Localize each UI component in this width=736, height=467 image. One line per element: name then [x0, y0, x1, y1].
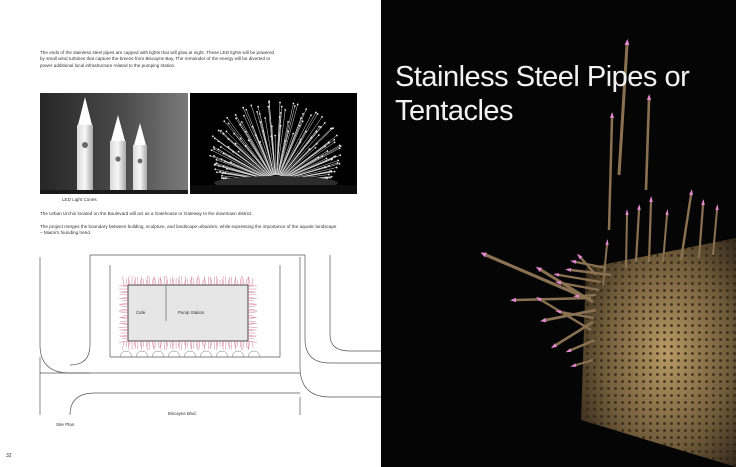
urchin-light — [259, 113, 260, 114]
title-line-2: Tentacles — [395, 95, 514, 127]
urchin-light — [280, 112, 281, 113]
pipe-led-tip — [540, 318, 546, 322]
urchin-light — [332, 128, 333, 129]
pipe-led-tip — [605, 239, 608, 245]
urchin-light — [309, 148, 310, 149]
plan-hatch-mark — [143, 279, 144, 285]
urchin-light — [336, 167, 337, 168]
street-label: Biscayne Blvd. — [168, 411, 197, 416]
pipe-led-tip — [701, 199, 705, 205]
plan-hatch-mark — [187, 341, 188, 347]
urchin-light — [336, 135, 337, 136]
pipe-led-tip — [570, 363, 576, 366]
urchin-light — [320, 126, 321, 127]
urchin-light — [219, 171, 220, 172]
plan-hatch-mark — [122, 324, 128, 325]
urchin-light — [334, 139, 335, 140]
plan-hatch-mark — [243, 276, 244, 285]
urchin-light — [318, 134, 319, 135]
pipe-led-tip — [625, 209, 628, 215]
urchin-light — [245, 145, 246, 146]
page-number: 32 — [6, 453, 12, 459]
urchin-light — [334, 142, 335, 143]
pipe-led-tip — [689, 189, 693, 195]
plan-hatch-mark — [237, 341, 238, 346]
plan-hatch-mark — [193, 277, 194, 285]
plan-hatch-mark — [158, 341, 159, 348]
urchin-light — [300, 142, 301, 143]
urchin-light — [294, 105, 295, 106]
urchin-light — [241, 121, 242, 122]
plan-hatch-mark — [214, 277, 215, 285]
pipe-led-tip — [637, 204, 641, 210]
urchin-light — [285, 109, 286, 110]
boundary-paragraph: The project merges the boundary between building, sculpture, and landscape urbanism, while expressing the importance of the aquatic landscape – Miami's founding trend. — [40, 224, 337, 236]
plan-hatch-mark — [191, 277, 192, 285]
urchin-light — [256, 111, 257, 112]
site-plan-caption: Site Plan — [56, 422, 75, 427]
plan-hatch-mark — [155, 277, 156, 285]
urchin-light — [235, 114, 236, 115]
urchin-light — [334, 156, 335, 157]
title-line-1: Stainless Steel Pipes or — [395, 61, 690, 93]
plan-hatch-mark — [141, 341, 142, 350]
urchin-light — [221, 175, 222, 176]
plan-hatch-mark — [152, 341, 153, 348]
right-page — [381, 0, 736, 467]
urchin-light — [225, 172, 226, 173]
urchin-light — [317, 113, 318, 114]
urchin-light — [235, 118, 236, 119]
plan-hatch-mark — [146, 341, 147, 350]
urchin-light — [293, 103, 294, 104]
plan-hatch-mark — [248, 309, 256, 310]
plan-hatch-mark — [149, 276, 150, 285]
urchin-light — [339, 163, 340, 164]
urchin-light — [214, 164, 215, 165]
plan-hatch-mark — [164, 276, 165, 285]
plan-hatch-mark — [143, 341, 144, 347]
gateway-paragraph: The Urban Urchin located on the Boulevard will act as a Gatehouse or Gateway to the downtown district. — [40, 211, 253, 216]
plan-hatch-mark — [173, 341, 174, 349]
plan-hatch-mark — [129, 280, 130, 285]
urchin-light — [321, 116, 322, 117]
plan-hatch-mark — [191, 341, 192, 349]
urchin-light — [328, 174, 329, 175]
urchin-light — [274, 135, 275, 136]
urchin-light — [230, 162, 231, 163]
urchin-light — [329, 177, 330, 178]
urchin-light — [271, 136, 272, 137]
plan-hatch-mark — [248, 297, 254, 298]
urchin-light — [268, 106, 269, 107]
urchin-light — [310, 115, 311, 116]
urchin-light — [269, 101, 270, 102]
urchin-light — [251, 105, 252, 106]
site-plan-drawing — [0, 245, 381, 425]
plan-hatch-mark — [211, 341, 212, 349]
plan-hatch-mark — [223, 341, 224, 347]
cafe-label: Cafe — [136, 310, 146, 315]
urchin-light — [224, 121, 225, 122]
plan-hatch-mark — [237, 280, 238, 285]
plan-hatch-mark — [120, 321, 128, 322]
urchin-light — [215, 169, 216, 170]
steel-pipe — [609, 118, 612, 230]
urchin-light — [327, 150, 328, 151]
plan-hatch-mark — [120, 306, 128, 307]
urchin-light — [331, 159, 332, 160]
plan-hatch-mark — [252, 341, 253, 348]
plan-hatch-mark — [184, 280, 185, 285]
urchin-light — [315, 147, 316, 148]
urchin-light — [331, 171, 332, 172]
urchin-light — [260, 121, 261, 122]
plan-hatch-mark — [202, 280, 203, 285]
night-urchin-photo — [190, 93, 357, 194]
plan-hatch-mark — [202, 341, 203, 346]
pump-station-label: Pump Station — [178, 310, 205, 315]
plan-hatch-mark — [170, 279, 171, 285]
plan-hatch-mark — [173, 277, 174, 285]
plan-hatch-mark — [121, 318, 128, 319]
urchin-light — [279, 116, 280, 117]
plan-hatch-mark — [248, 341, 257, 342]
urchin-light — [326, 158, 327, 159]
urchin-light — [226, 117, 227, 118]
plan-hatch-mark — [119, 323, 128, 324]
plan-hatch-mark — [231, 341, 232, 349]
plan-hatch-mark — [161, 279, 162, 285]
urchin-light — [218, 149, 219, 150]
plan-hatch-mark — [179, 341, 180, 347]
plan-hatch-mark — [208, 276, 209, 285]
urchin-light — [287, 121, 288, 122]
plan-hatch-mark — [122, 315, 128, 316]
plan-hatch-mark — [166, 341, 167, 346]
urchin-light — [214, 148, 215, 149]
urchin-light — [293, 133, 294, 134]
photo-caption: LED Light Cones — [62, 197, 97, 202]
urchin-light — [216, 172, 217, 173]
pipe-led-tip — [665, 209, 668, 215]
urchin-light — [238, 151, 239, 152]
urchin-light — [328, 142, 329, 143]
steel-pipe — [626, 215, 627, 268]
pipe-led-tip — [510, 298, 516, 302]
plan-hatch-mark — [211, 277, 212, 285]
urchin-light — [299, 125, 300, 126]
plan-hatch-mark — [141, 276, 142, 285]
plan-hatch-mark — [248, 303, 257, 304]
urchin-light — [213, 146, 214, 147]
plan-hatch-mark — [249, 277, 250, 285]
urchin-light — [324, 122, 325, 123]
plan-hatch-mark — [248, 318, 255, 319]
urchin-light — [300, 118, 301, 119]
steel-pipe — [636, 210, 639, 262]
plan-hatch-mark — [248, 286, 253, 287]
urchin-light — [339, 148, 340, 149]
urchin-light — [318, 157, 319, 158]
urchin-light — [297, 104, 298, 105]
plan-hatch-mark — [184, 341, 185, 346]
urchin-light — [340, 154, 341, 155]
pipe-led-tip — [553, 273, 559, 276]
urchin-light — [331, 176, 332, 177]
pipe-led-tip — [625, 39, 630, 45]
plan-hatch-mark — [246, 278, 247, 285]
urchin-light — [221, 177, 222, 178]
urchin-light — [337, 162, 338, 163]
plan-hatch-mark — [234, 341, 235, 348]
urchin-light — [240, 138, 241, 139]
plan-hatch-mark — [205, 279, 206, 285]
urchin-light — [220, 130, 221, 131]
urchin-light — [279, 102, 280, 103]
plan-hatch-mark — [119, 303, 128, 304]
urchin-light — [284, 140, 285, 141]
urchin-light — [265, 117, 266, 118]
plan-hatch-mark — [187, 279, 188, 285]
urchin-light — [245, 131, 246, 132]
plan-hatch-mark — [208, 341, 209, 350]
pipe-led-tip — [555, 310, 561, 313]
plan-hatch-mark — [120, 309, 128, 310]
plan-hatch-mark — [146, 276, 147, 285]
urchin-light — [260, 141, 261, 142]
pipe-led-tip — [565, 268, 571, 272]
plan-hatch-mark — [205, 341, 206, 347]
plan-hatch-mark — [235, 341, 236, 350]
plan-hatch-mark — [123, 286, 128, 287]
urchin-light — [302, 121, 303, 122]
urchin-light — [246, 109, 247, 110]
steel-pipe — [579, 295, 596, 296]
plan-hatch-mark — [119, 341, 128, 342]
plan-hatch-mark — [240, 341, 241, 350]
plan-hatch-mark — [249, 341, 250, 349]
plan-hatch-mark — [147, 341, 148, 346]
urchin-light — [226, 131, 227, 132]
plan-hatch-mark — [231, 277, 232, 285]
plan-hatch-mark — [161, 341, 162, 347]
urchin-light — [243, 115, 244, 116]
plan-hatch-mark — [123, 276, 124, 285]
urchin-light — [223, 133, 224, 134]
urchin-light — [338, 160, 339, 161]
plan-hatch-mark — [179, 279, 180, 285]
plan-hatch-mark — [248, 321, 256, 322]
plan-hatch-mark — [164, 341, 165, 350]
plan-hatch-mark — [252, 278, 253, 285]
plan-hatch-mark — [248, 300, 254, 301]
plan-hatch-mark — [196, 277, 197, 285]
urchin-light — [218, 130, 219, 131]
urchin-light — [220, 146, 221, 147]
plan-hatch-mark — [129, 341, 130, 346]
plan-hatch-mark — [122, 297, 128, 298]
urchin-light — [325, 167, 326, 168]
plan-hatch-mark — [155, 341, 156, 349]
urchin-light — [216, 163, 217, 164]
plan-hatch-mark — [240, 276, 241, 285]
plan-hatch-mark — [248, 312, 257, 313]
plan-hatch-mark — [122, 300, 128, 301]
urchin-light — [327, 177, 328, 178]
plan-hatch-mark — [193, 341, 194, 349]
urchin-light — [211, 150, 212, 151]
plan-hatch-mark — [243, 341, 244, 350]
urchin-light — [210, 155, 211, 156]
page-title — [395, 60, 725, 128]
plan-hatch-mark — [149, 341, 150, 350]
plan-hatch-mark — [248, 306, 256, 307]
urchin-light — [281, 106, 282, 107]
plan-hatch-mark — [158, 278, 159, 285]
plan-hatch-mark — [122, 329, 128, 330]
pipe-led-tip — [715, 204, 718, 210]
plan-hatch-mark — [248, 323, 257, 324]
urchin-light — [242, 107, 243, 108]
urchin-light — [315, 112, 316, 113]
urchin-light — [339, 145, 340, 146]
plan-hatch-mark — [248, 315, 254, 316]
steel-pipe — [516, 298, 591, 300]
urchin-light — [212, 136, 213, 137]
urchin-light — [213, 155, 214, 156]
plan-hatch-mark — [170, 341, 171, 347]
led-light-cones-photo — [40, 93, 188, 194]
urchin-light — [216, 159, 217, 160]
plan-hatch-mark — [196, 341, 197, 349]
plan-hatch-mark — [166, 280, 167, 285]
urchin-light — [318, 126, 319, 127]
urchin-light — [302, 113, 303, 114]
plan-hatch-mark — [248, 324, 254, 325]
pipe-led-tip — [570, 260, 576, 264]
plan-hatch-mark — [199, 341, 200, 350]
urchin-light — [257, 106, 258, 107]
plan-hatch-mark — [123, 341, 124, 350]
plan-hatch-mark — [223, 279, 224, 285]
plan-hatch-mark — [119, 312, 128, 313]
plan-hatch-mark — [147, 280, 148, 285]
plan-hatch-mark — [152, 278, 153, 285]
intro-paragraph: The ends of the stainless steel pipes are capped with lights that will glow at night. These LED lights will be powered by small wind turbines that capture the breeze from Biscayne Bay. The remainder of the energy will be diverted to power additional local infrastructure related to the pumping station. — [40, 50, 275, 68]
urchin-light — [218, 165, 219, 166]
plan-hatch-mark — [199, 276, 200, 285]
urchin-light — [334, 171, 335, 172]
plan-hatch-mark — [248, 329, 254, 330]
urchin-light — [228, 123, 229, 124]
plan-hatch-mark — [235, 276, 236, 285]
plan-hatch-mark — [246, 341, 247, 348]
urchin-light — [239, 124, 240, 125]
plan-hatch-mark — [234, 278, 235, 285]
urchin-light — [306, 109, 307, 110]
plan-hatch-mark — [214, 341, 215, 349]
steel-pipe — [649, 202, 651, 262]
pipe-led-tip — [649, 196, 653, 202]
urchin-light — [288, 131, 289, 132]
